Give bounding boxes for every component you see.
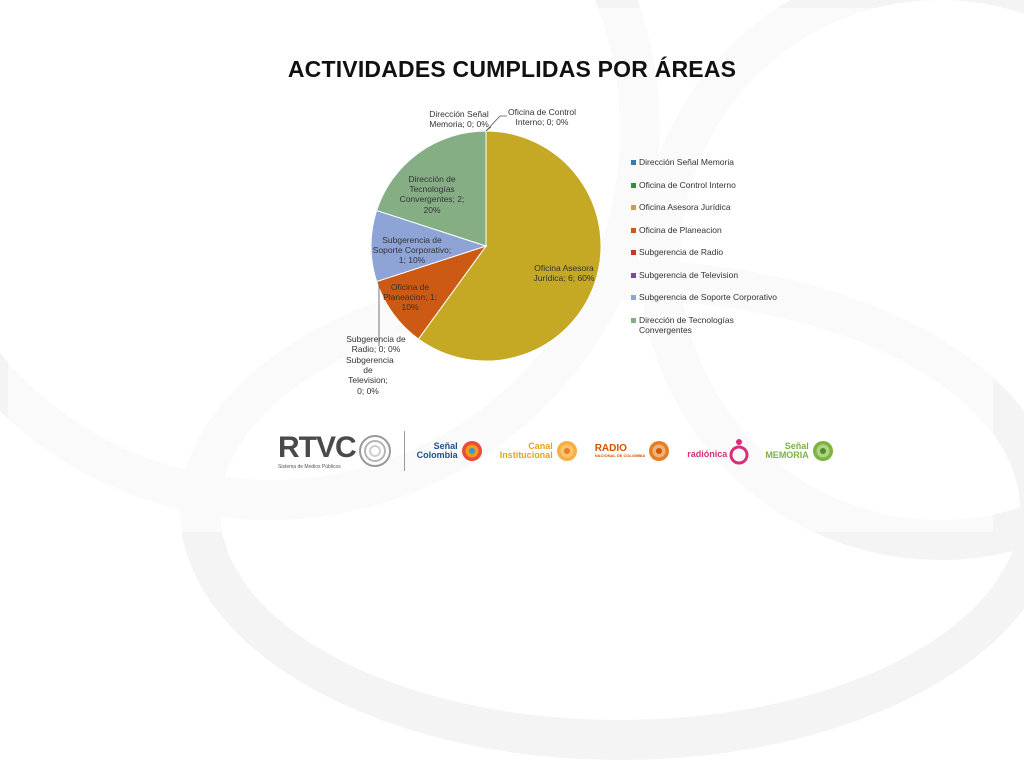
- spiral-icon: [811, 439, 835, 463]
- legend-swatch: [631, 250, 636, 255]
- radionica-logo: [687, 437, 749, 465]
- legend-label: Oficina de Planeacion: [639, 224, 722, 235]
- legend-item: [631, 157, 779, 180]
- legend-swatch: [631, 228, 636, 233]
- brand-top-text: Señal: [784, 440, 809, 451]
- brand-bottom-text: radiónica: [687, 449, 728, 460]
- canal-institucional-logo: [500, 439, 579, 463]
- chart-title: ACTIVIDADES CUMPLIDAS POR ÁREAS: [287, 56, 737, 82]
- legend-label: Subgerencia de Radio: [639, 247, 724, 257]
- data-label-direccion-senal-memoria: Dirección Señal Memoria; 0; 0%: [429, 109, 489, 130]
- data-label-subgerencia-radio: Subgerencia de Radio; 0; 0%: [346, 334, 406, 355]
- data-label-subgerencia-television: Subgerencia de Television; 0; 0%: [346, 355, 394, 396]
- senal-memoria-logo: [765, 439, 835, 463]
- data-label-oficina-control-interno: Oficina de Control Interno; 0; 0%: [507, 107, 577, 128]
- spiral-icon: [647, 439, 671, 463]
- brand-bottom-text: NACIONAL DE COLOMBIA: [594, 453, 646, 459]
- rtvc-logo: [278, 430, 392, 470]
- data-label-subgerencia-soporte: Subgerencia de Soporte Corporativo; 1; 10%: [372, 235, 452, 266]
- data-label-direccion-tecnologias: Dirección de Tecnologías Convergentes; 2; 20%: [399, 174, 465, 215]
- legend-label: Dirección de Tecnologías Convergentes: [639, 314, 734, 335]
- data-label-oficina-asesora-juridica: Oficina Asesora Jurídica; 6; 60%: [533, 263, 595, 284]
- rtvc-tagline: Sistema de Medios Públicos: [278, 463, 341, 470]
- legend-swatch: [631, 295, 636, 300]
- legend-item: [631, 315, 779, 338]
- legend-swatch: [631, 183, 636, 188]
- rtvc-swirl-icon: [358, 434, 392, 468]
- brand-bottom-text: Institucional: [499, 450, 553, 460]
- footer-logos: [278, 430, 851, 472]
- legend-swatch: [631, 273, 636, 278]
- legend-swatch: [631, 318, 636, 323]
- logo-divider: [404, 431, 405, 471]
- spiral-icon: [555, 439, 579, 463]
- chart-legend: [631, 157, 779, 337]
- legend-item: [631, 247, 779, 270]
- legend-label: Subgerencia de Television: [639, 269, 739, 280]
- legend-label: Subgerencia de Soporte Corporativo: [639, 292, 777, 302]
- rtvc-wordmark: RTVC: [278, 430, 356, 464]
- brand-top-text: Canal: [528, 440, 553, 451]
- legend-item: [631, 270, 779, 293]
- brand-top-text: RADIO: [594, 442, 627, 454]
- legend-item: [631, 225, 779, 248]
- legend-label: Oficina de Control Interno: [639, 179, 736, 190]
- legend-item: [631, 202, 779, 225]
- brand-bottom-text: Colombia: [416, 450, 458, 460]
- brand-top-text: Señal: [433, 440, 458, 451]
- legend-swatch: [631, 205, 636, 210]
- legend-item: [631, 292, 779, 315]
- legend-label: Oficina Asesora Jurídica: [639, 202, 731, 212]
- brand-bottom-text: MEMORIA: [765, 450, 809, 460]
- senal-colombia-logo: [417, 439, 484, 463]
- legend-swatch: [631, 160, 636, 165]
- spiral-icon: [460, 439, 484, 463]
- data-label-oficina-planeacion: Oficina de Planeacion; 1; 10%: [383, 282, 437, 313]
- legend-item: [631, 180, 779, 203]
- legend-label: Dirección Señal Memoria: [639, 157, 734, 167]
- radionica-icon: [729, 437, 749, 465]
- radio-nacional-logo: [595, 439, 672, 463]
